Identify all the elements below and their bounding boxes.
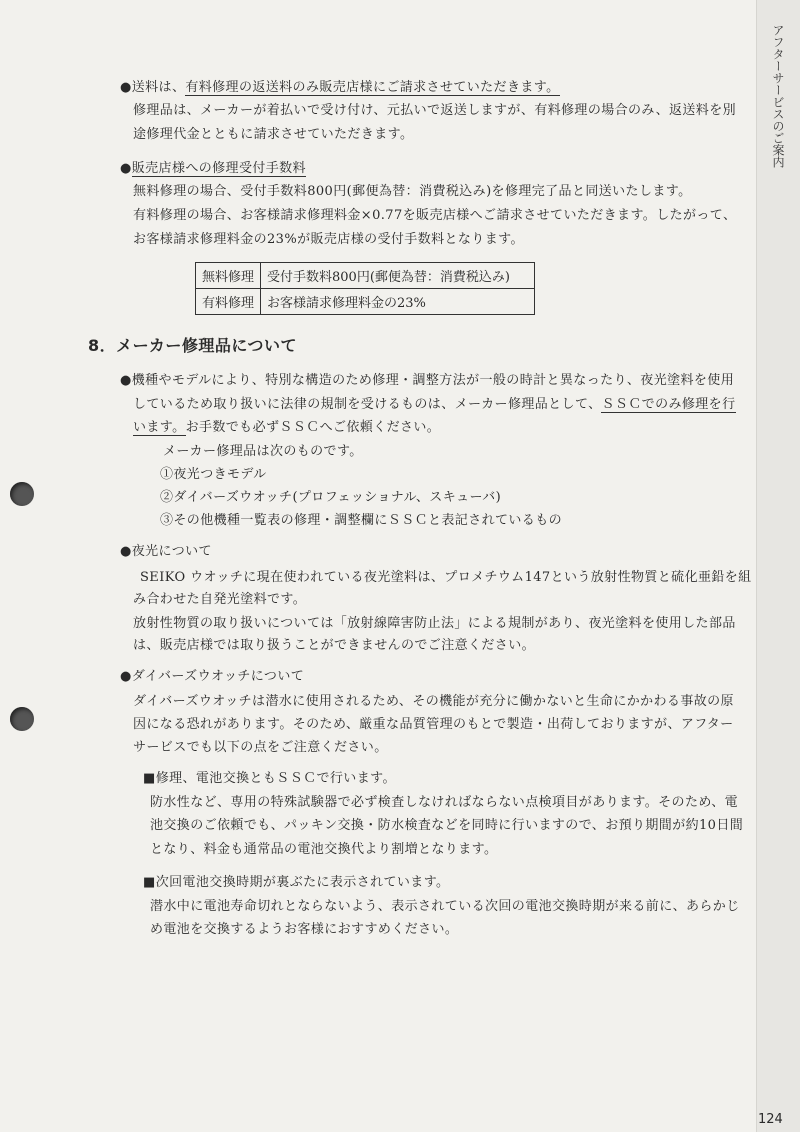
text-line: 因になる恐れがあります。そのため、厳重な品質管理のもとで製造・出荷しておりますが、アフター	[133, 717, 734, 732]
text-line: となり、料金も通常品の電池交換代より割増となります。	[150, 842, 498, 857]
binder-hole	[10, 482, 34, 506]
text-line: 潜水中に電池寿命切れとならないよう、表示されている次回の電池交換時期が来る前に、あらかじ	[150, 899, 740, 914]
text-line: め電池を交換するようお客様におすすめください。	[150, 922, 459, 937]
text-line: 有料修理の場合、お客様請求修理料金×0.77を販売店様へご請求させていただきます。したがって、	[133, 208, 737, 223]
page-number: 124	[758, 1112, 783, 1127]
text-line: ●機種やモデルにより、特別な構造のため修理・調整方法が一般の時計と異なったり、夜光塗料を使用	[120, 373, 735, 388]
list-item: ③その他機種一覧表の修理・調整欄にＳＳＣと表記されているもの	[160, 513, 563, 528]
table-cell: 有料修理	[196, 289, 261, 315]
table-row	[196, 289, 535, 315]
text-line: しているため取り扱いに法律の規制を受けるものは、メーカー修理品として、ＳＳＣでのみ修理を行	[133, 397, 736, 412]
text-line: は、販売店様では取り扱うことができませんのでご注意ください。	[133, 638, 536, 653]
text-line: います。お手数でも必ずＳＳＣへご依頼ください。	[133, 420, 441, 435]
text-line: メーカー修理品は次のものです。	[163, 444, 363, 459]
text-line: 池交換のご依頼でも、パッキン交換・防水検査などを同時に行いますので、お預り期間が約10日間	[150, 818, 744, 833]
subheading: ●ダイバーズウオッチについて	[120, 669, 305, 684]
text-line: 放射性物質の取り扱いについては「放射線障害防止法」による規制があり、夜光塗料を使用した部品	[133, 616, 736, 631]
subheading: ■次回電池交換時期が裏ぶたに表示されています。	[143, 875, 450, 890]
table-row	[196, 263, 535, 289]
subheading: ■修理、電池交換ともＳＳＣで行います。	[143, 771, 396, 786]
text-line: ダイバーズウオッチは潜水に使用されるため、その機能が充分に働かないと生命にかかわる事故の原	[133, 694, 734, 709]
list-item: ②ダイバーズウオッチ(プロフェッショナル、スキューバ)	[160, 490, 502, 505]
subheading: ●夜光について	[120, 544, 212, 559]
text-line: 修理品は、メーカーが着払いで受け付け、元払いで返送しますが、有料修理の場合のみ、返送料を別	[133, 103, 737, 118]
text-line: サービスでも以下の点をご注意ください。	[133, 740, 388, 755]
section-heading: 8．メーカー修理品について	[88, 336, 297, 355]
fee-table	[195, 262, 535, 315]
text-line: 防水性など、専用の特殊試験器で必ず検査しなければならない点検項目があります。そのため、電	[150, 795, 739, 810]
text-line: お客様請求修理料金の23%が販売店様の受付手数料となります。	[133, 232, 524, 247]
table-cell: 受付手数料800円(郵便為替：消費税込み)	[261, 263, 535, 289]
text-line: み合わせた自発光塗料です。	[133, 592, 307, 607]
binder-hole	[10, 707, 34, 731]
fee-bullet: ●販売店様への修理受付手数料	[120, 161, 306, 176]
table-cell: 無料修理	[196, 263, 261, 289]
text-line: SEIKO ウオッチに現在使われている夜光塗料は、プロメチウム147という放射性物質と硫化亜鉛を組	[140, 570, 752, 585]
page-edge	[756, 0, 800, 1132]
text-line: 途修理代金とともに請求させていただきます。	[133, 127, 414, 142]
table-cell: お客様請求修理料金の23%	[261, 289, 535, 315]
list-item: ①夜光つきモデル	[160, 467, 267, 482]
shipping-bullet: ●送料は、有料修理の返送料のみ販売店様にご請求させていただきます。	[120, 80, 560, 95]
side-tab-label: アフターサービスのご案内	[771, 24, 785, 168]
text-line: 無料修理の場合、受付手数料800円(郵便為替：消費税込み)を修理完了品と同送いたします。	[133, 184, 692, 199]
